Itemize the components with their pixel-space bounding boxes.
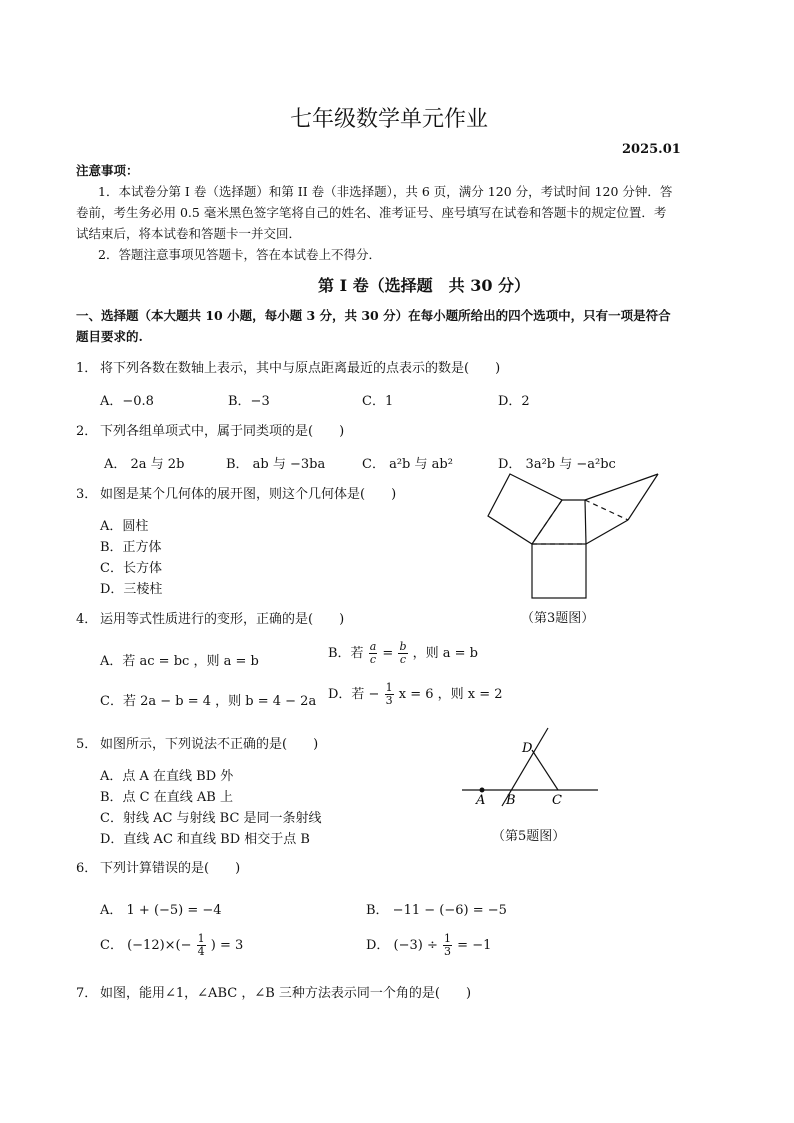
question-3-option-a: A．圆柱 — [100, 519, 149, 534]
notice-line-2: 卷前，考生务必用 0.5 毫米黑色签字笔将自己的姓名、准考证号、座号填写在试卷和答题卡的规定位置．考 — [76, 205, 667, 220]
question-6-option-d-fraction — [443, 933, 452, 958]
fraction-denominator: c — [399, 653, 407, 666]
question-2-option-a: A． 2a 与 2b — [104, 457, 185, 472]
question-4-option-d — [328, 682, 503, 707]
fraction-numerator: 1 — [444, 932, 452, 945]
question-7-number: 7． — [76, 986, 98, 1001]
fraction-denominator: c — [369, 653, 377, 666]
question-4-option-b — [328, 641, 478, 666]
fraction-numerator: a — [369, 640, 377, 653]
question-5-option-d: D．直线 AC 和直线 BD 相交于点 B — [100, 832, 310, 847]
notice-heading: 注意事项： — [76, 163, 139, 178]
fraction-numerator: b — [399, 640, 407, 653]
question-5-figure — [460, 726, 600, 808]
question-5-number: 5． — [76, 737, 98, 752]
question-6-text: 下列计算错误的是( ) — [100, 861, 241, 876]
question-5-text: 如图所示，下列说法不正确的是( ) — [100, 737, 319, 752]
part1-heading: 第 I 卷（选择题 共 30 分） — [318, 276, 531, 295]
notice-line-4: 2．答题注意事项见答题卡，答在本试卷上不得分． — [98, 247, 381, 262]
question-4-option-c: C．若 2a − b = 4 ，则 b = 4 − 2a — [100, 694, 317, 709]
notice-line-1: 1．本试卷分第 I 卷（选择题）和第 II 卷（非选择题），共 6 页，满分 120 分，考试时间 120 分钟．答 — [98, 184, 673, 199]
question-2-option-b: B． ab 与 −3ba — [226, 457, 326, 472]
question-4-option-b-fraction-2 — [398, 641, 407, 666]
question-1-option-b: B．−3 — [228, 394, 270, 409]
question-6-option-d-suffix: = −1 — [457, 938, 492, 953]
question-2-option-d: D． 3a²b 与 −a²bc — [498, 457, 616, 472]
page-title: 七年级数学单元作业 — [290, 107, 489, 132]
question-4-option-a: A．若 ac = bc ，则 a = b — [100, 654, 259, 669]
question-4-text: 运用等式性质进行的变形，正确的是( ) — [100, 612, 345, 627]
question-4-option-b-equals: = — [382, 646, 394, 661]
part1-instruction-2: 题目要求的. — [76, 329, 143, 344]
question-6-option-c-suffix: ) = 3 — [210, 938, 244, 953]
question-5-option-b: B．点 C 在直线 AB 上 — [100, 790, 233, 805]
question-3-number: 3． — [76, 487, 98, 502]
question-2-text: 下列各组单项式中，属于同类项的是( ) — [100, 424, 345, 439]
question-6-option-c-prefix: C． (−12)×(− — [100, 938, 192, 953]
question-4-option-d-fraction — [385, 682, 394, 707]
question-2-option-c: C． a²b 与 ab² — [362, 457, 453, 472]
question-1-option-a: A．−0.8 — [100, 394, 154, 409]
question-5-figure-caption: （第5题图） — [492, 829, 566, 844]
question-1-number: 1． — [76, 361, 98, 376]
question-6-option-d-prefix: D． (−3) ÷ — [366, 938, 438, 953]
point-label-a: A — [476, 793, 486, 808]
point-label-c: C — [552, 793, 562, 808]
question-4-option-b-prefix: B．若 — [328, 646, 364, 661]
fraction-denominator: 3 — [444, 945, 452, 958]
fraction-numerator: 1 — [197, 932, 205, 945]
question-6-option-c — [100, 933, 243, 958]
point-label-d: D — [522, 741, 533, 756]
exam-date: 2025.01 — [622, 142, 681, 157]
fraction-numerator: 1 — [385, 681, 393, 694]
question-2-number: 2． — [76, 424, 98, 439]
question-3-option-d: D．三棱柱 — [100, 582, 163, 597]
question-4-option-b-suffix: ，则 a = b — [412, 646, 479, 661]
question-1-text: 将下列各数在数轴上表示，其中与原点距离最近的点表示的数是( ) — [100, 361, 501, 376]
question-4-option-d-suffix: x = 6 ，则 x = 2 — [398, 687, 503, 702]
fraction-denominator: 3 — [385, 694, 393, 707]
part1-instruction-1: 一、选择题（本大题共 10 小题，每小题 3 分，共 30 分）在每小题所给出的四个选项中，只有一项是符合 — [76, 308, 671, 323]
question-4-option-d-prefix: D．若 − — [328, 687, 380, 702]
fraction-denominator: 4 — [197, 945, 205, 958]
question-3-option-c: C．长方体 — [100, 561, 162, 576]
question-6-option-c-fraction — [197, 933, 206, 958]
point-label-b: B — [506, 793, 516, 808]
question-6-option-d — [366, 933, 491, 958]
question-3-figure-caption: （第3题图） — [521, 611, 595, 626]
question-1-option-c: C．1 — [362, 394, 394, 409]
question-6-number: 6． — [76, 861, 98, 876]
question-1-option-d: D．2 — [498, 394, 530, 409]
question-3-option-b: B．正方体 — [100, 540, 162, 555]
question-3-figure — [480, 468, 665, 603]
question-3-text: 如图是某个几何体的展开图，则这个几何体是( ) — [100, 487, 397, 502]
question-5-option-c: C．射线 AC 与射线 BC 是同一条射线 — [100, 811, 322, 826]
question-6-option-a: A． 1 + (−5) = −4 — [100, 903, 222, 918]
notice-line-3: 试结束后，将本试卷和答题卡一并交回． — [76, 226, 302, 241]
question-7-text: 如图，能用∠1，∠ABC ，∠B 三种方法表示同一个角的是( ) — [100, 986, 472, 1001]
question-4-option-b-fraction-1 — [369, 641, 378, 666]
question-6-option-b: B． −11 − (−6) = −5 — [366, 903, 507, 918]
question-4-number: 4． — [76, 612, 98, 627]
question-5-option-a: A．点 A 在直线 BD 外 — [100, 769, 234, 784]
